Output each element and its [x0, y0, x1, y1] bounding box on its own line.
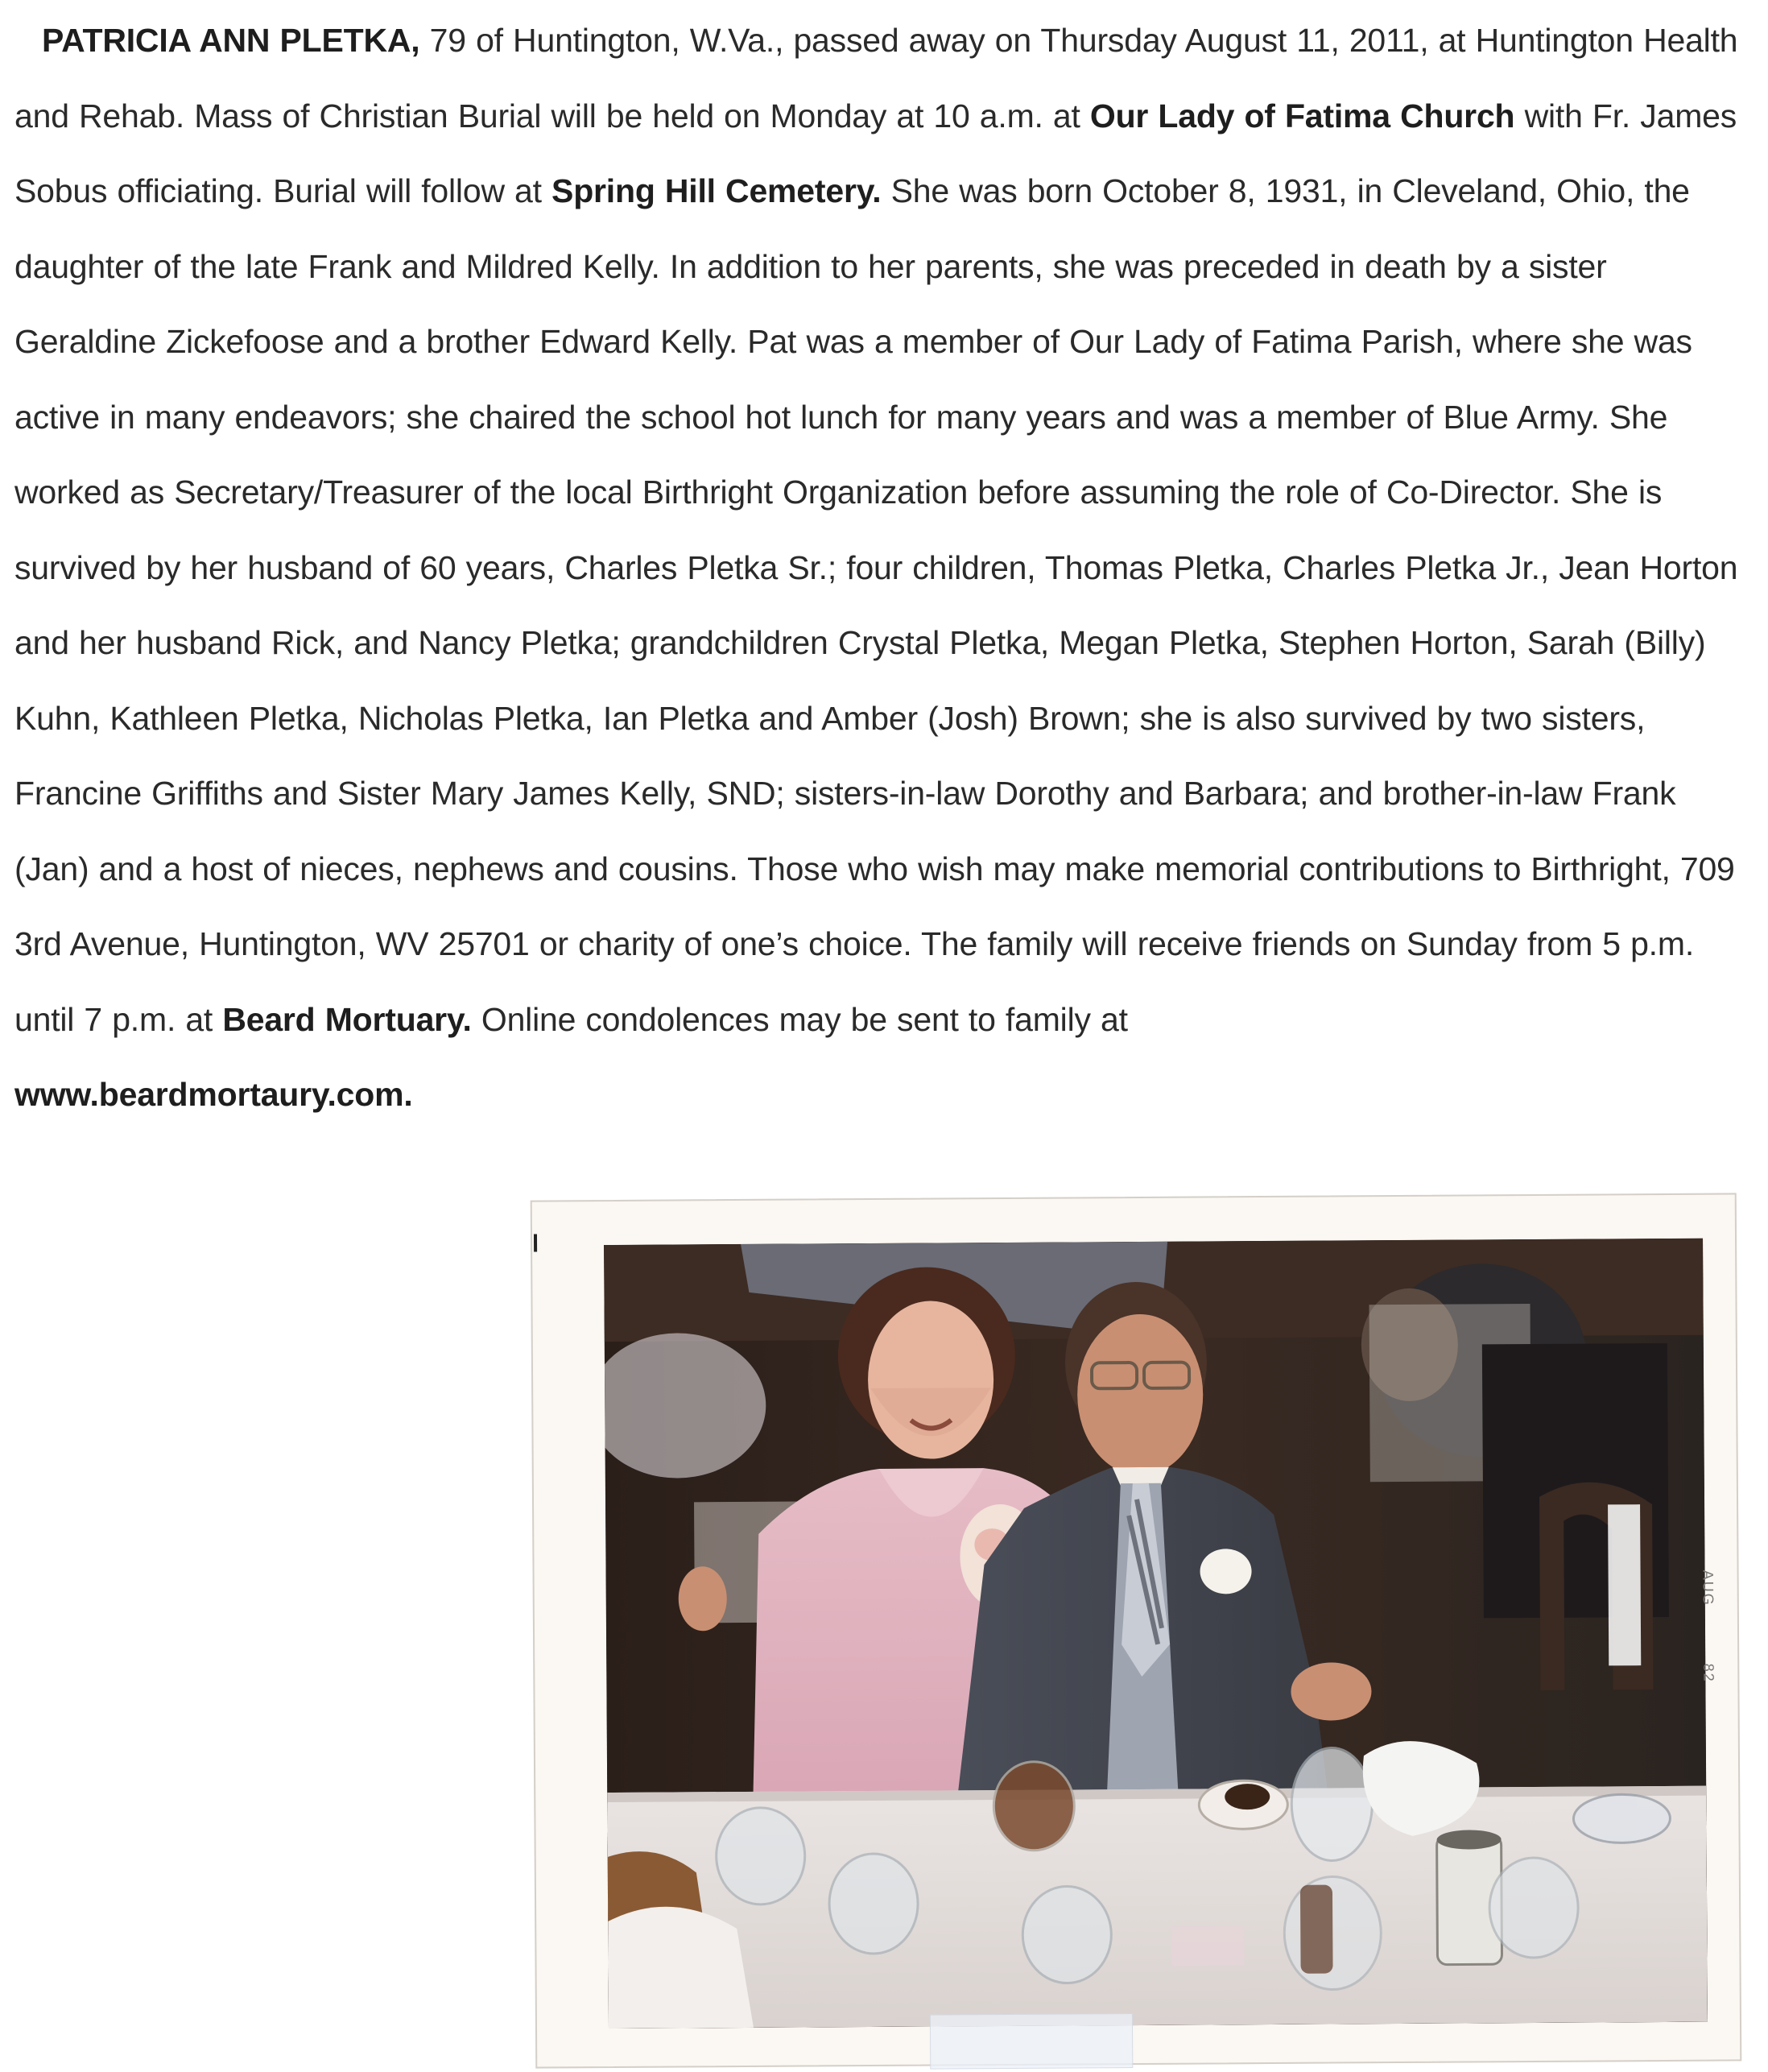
print-mark [534, 1235, 537, 1252]
photo-print [531, 1193, 1742, 2068]
photo-date-month: AUG [1700, 1570, 1716, 1607]
obituary-text-part-4: Online condolences may be sent to family at [471, 1000, 1128, 1038]
tape-strip-bottom [930, 2013, 1133, 2070]
obituary-paragraph [14, 3, 1758, 1133]
deceased-name: PATRICIA ANN PLETKA, [42, 22, 420, 59]
obituary-text-part-3: She was born October 8, 1931, in Cleveland, Ohio, the daughter of the late Frank and Mildred Kelly. In addition to her parents, she was preceded in death by a sister Geraldine Zickefoose and a brother Edward Kelly. Pat was a member of Our Lady of Fatima Parish, where she was active in many endeavors; she chaired the school hot lunch for many years and was a member of Blue Army. She worked as Secretary/Treasurer of the local Birthright Organization before assuming the role of Co-Director. She is survived by her husband of 60 years, Charles Pletka Sr.; four children, Thomas Pletka, Charles Pletka Jr., Jean Horton and her husband Rick, and Nancy Pletka; grandchildren Crystal Pletka, Megan Pletka, Stephen Horton, Sarah (Billy) Kuhn, Kathleen Pletka, Nicholas Pletka, Ian Pletka and Amber (Josh) Brown; she is also survived by two sisters, Francine Griffiths and Sister Mary James Kelly, SND; sisters-in-law Dorothy and Barbara; and brother-in-law Frank (Jan) and a host of nieces, nephews and cousins. Those who wish may make memorial contributions to Birthright, 709 3rd Avenue, Huntington, WV 25701 or charity of one’s choice. The family will receive friends on Sunday from 5 p.m. until 7 p.m. at [14, 172, 1738, 1038]
church-name: Our Lady of Fatima Church [1089, 97, 1515, 134]
obituary-text-part-1: 79 of Huntington, W.Va., passed away on Thursday August 11, 2011, at Huntington Health and Rehab. Mass of Christian Burial will be held on Monday at 10 a.m. at [14, 22, 1738, 134]
couple-photo [604, 1239, 1708, 2029]
mortuary-name: Beard Mortuary. [222, 1000, 472, 1038]
photo-date-year: 82 [1700, 1663, 1717, 1683]
mortuary-website: www.beardmortaury.com. [14, 1076, 413, 1113]
cemetery-name: Spring Hill Cemetery. [551, 172, 882, 209]
obituary-text-part-2: with Fr. James Sobus officiating. Burial will follow at [14, 97, 1737, 209]
